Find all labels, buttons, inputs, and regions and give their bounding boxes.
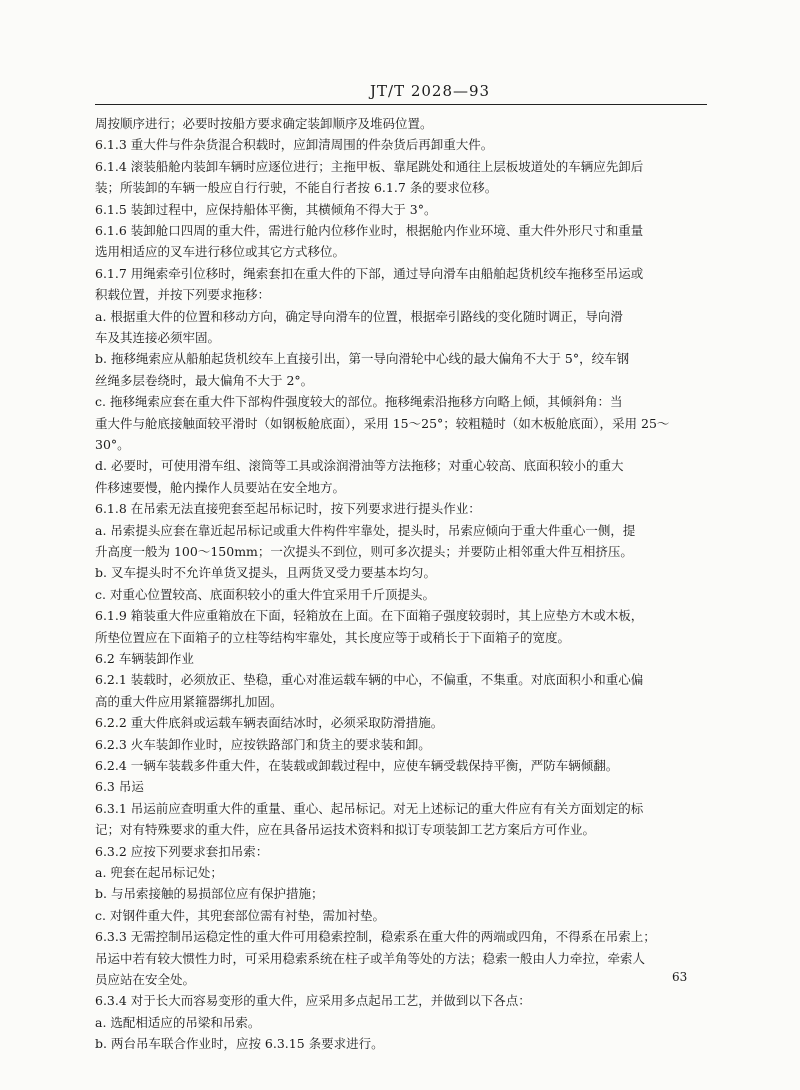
text-line: c. 对重心位置较高、底面积较小的重大件宜采用千斤顶提头。 <box>95 586 435 602</box>
text-line: 重大件与舱底接触面较平滑时（如钢板舱底面），采用 15～25°；较粗糙时（如木板舱底面），采用 25～ <box>95 415 670 431</box>
text-line: 6.1.9 箱装重大件应重箱放在下面，轻箱放在上面。在下面箱子强度较弱时，其上应垫方木或木板， <box>95 608 644 624</box>
text-line: a. 吊索提头应套在靠近起吊标记或重大件构件牢靠处，提头时，吊索应倾向于重大件重心一侧，提 <box>95 522 636 538</box>
text-line: 6.1.6 装卸舱口四周的重大件，需进行舱内位移作业时，根据舱内作业环境、重大件外形尺寸和重量 <box>95 223 644 238</box>
text-line: b. 与吊索接触的易损部位应有保护措施； <box>95 886 324 902</box>
text-line: 周按顺序进行；必要时按船方要求确定装卸顺序及堆码位置。 <box>95 116 433 131</box>
text-line: 车及其连接必须牢固。 <box>95 330 221 345</box>
text-line: 6.3.1 吊运前应查明重大件的重量、重心、起吊标记。对无上述标记的重大件应有有关方面划定的标 <box>95 800 644 816</box>
text-line: 装；所装卸的车辆一般应自行行驶，不能自行者按 6.1.7 条的要求位移。 <box>95 180 498 196</box>
page-number: 63 <box>672 970 688 984</box>
text-line: c. 拖移绳索应套在重大件下部构件强度较大的部位。拖移绳索沿拖移方向略上倾，其倾斜角：当 <box>95 394 623 410</box>
text-line: 6.1.7 用绳索牵引位移时，绳索套扣在重大件的下部，通过导向滑车由船舶起货机绞车拖移至吊运或 <box>95 265 644 281</box>
text-line: b. 叉车提头时不允许单货叉提头，且两货叉受力要基本均匀。 <box>95 565 436 581</box>
text-line: 选用相适应的叉车进行移位或其它方式移位。 <box>95 244 346 260</box>
text-line: 6.1.8 在吊索无法直接兜套至起吊标记时，按下列要求进行提头作业： <box>95 501 481 517</box>
text-line: 丝绳多层卷绕时，最大偏角不大于 2°。 <box>95 372 314 388</box>
text-line: 记；对有特殊要求的重大件，应在具备吊运技术资料和拟订专项装卸工艺方案后方可作业。 <box>95 822 596 838</box>
header-rule <box>95 104 707 105</box>
text-line: 6.3.2 应按下列要求套扣吊索： <box>95 843 269 859</box>
text-line: 6.3 吊运 <box>95 779 144 795</box>
text-line: 6.1.4 滚装船舱内装卸车辆时应逐位进行；主拖甲板、靠尾跳处和通往上层板坡道处的车辆应先卸后 <box>95 158 644 174</box>
text-line: a. 选配相适应的吊梁和吊索。 <box>95 1014 261 1030</box>
text-line: c. 对钢件重大件，其兜套部位需有衬垫，需加衬垫。 <box>95 907 385 923</box>
text-line: 积载位置，并按下列要求拖移： <box>95 287 271 303</box>
text-line: 6.2.2 重大件底斜或运载车辆表面结冰时，必须采取防滑措施。 <box>95 715 444 731</box>
text-line: d. 必要时，可使用滑车组、滚筒等工具或涂润滑油等方法拖移；对重心较高、底面积较小的重大 <box>95 458 624 474</box>
text-line: 6.2.4 一辆车装载多件重大件，在装载或卸载过程中，应使车辆受载保持平衡，严防车辆倾翻。 <box>95 758 619 773</box>
text-line: 吊运中若有较大惯性力时，可采用稳索系统在柱子或羊角等处的方法；稳索一般由人力牵拉，牵索人 <box>95 950 646 966</box>
standard-code-header: JT/T 2028—93 <box>370 82 491 100</box>
text-line: 6.1.3 重大件与件杂货混合积载时，应卸清周围的件杂货后再卸重大件。 <box>95 137 494 153</box>
text-line: 6.2.1 装载时，必须放正、垫稳，重心对准运载车辆的中心，不偏重，不集重。对底面积小和重心偏 <box>95 672 644 688</box>
text-line: 30°。 <box>95 437 130 452</box>
text-line: 所垫位置应在下面箱子的立柱等结构牢靠处，其长度应等于或稍长于下面箱子的宽度。 <box>95 629 571 645</box>
text-line: 升高度一般为 100～150mm；一次提头不到位，则可多次提头；并要防止相邻重大件互相挤压。 <box>95 544 633 559</box>
text-line: a. 根据重大件的位置和移动方向，确定导向滑车的位置，根据牵引路线的变化随时调正，导向滑 <box>95 308 623 324</box>
text-line: 6.2 车辆装卸作业 <box>95 651 194 666</box>
text-line: 员应站在安全处。 <box>95 972 196 987</box>
text-line: 件移速要慢，舱内操作人员要站在安全地方。 <box>95 479 346 495</box>
text-line: 6.3.3 无需控制吊运稳定性的重大件可用稳索控制，稳索系在重大件的两端或四角，不得系在吊索上； <box>95 929 656 945</box>
text-line: a. 兜套在起吊标记处； <box>95 865 223 880</box>
text-line: 6.2.3 火车装卸作业时，应按铁路部门和货主的要求装和卸。 <box>95 736 431 752</box>
text-line: 高的重大件应用紧箍器绑扎加固。 <box>95 693 283 709</box>
text-line: b. 拖移绳索应从船舶起货机绞车上直接引出，第一导向滑轮中心线的最大偏角不大于 5°，绞车钢 <box>95 351 630 367</box>
text-line: 6.1.5 装卸过程中，应保持船体平衡，其横倾角不得大于 3°。 <box>95 201 437 217</box>
text-line: b. 两台吊车联合作业时，应按 6.3.15 条要求进行。 <box>95 1036 384 1052</box>
text-line: 6.3.4 对于长大而容易变形的重大件，应采用多点起吊工艺，并做到以下各点： <box>95 993 531 1009</box>
